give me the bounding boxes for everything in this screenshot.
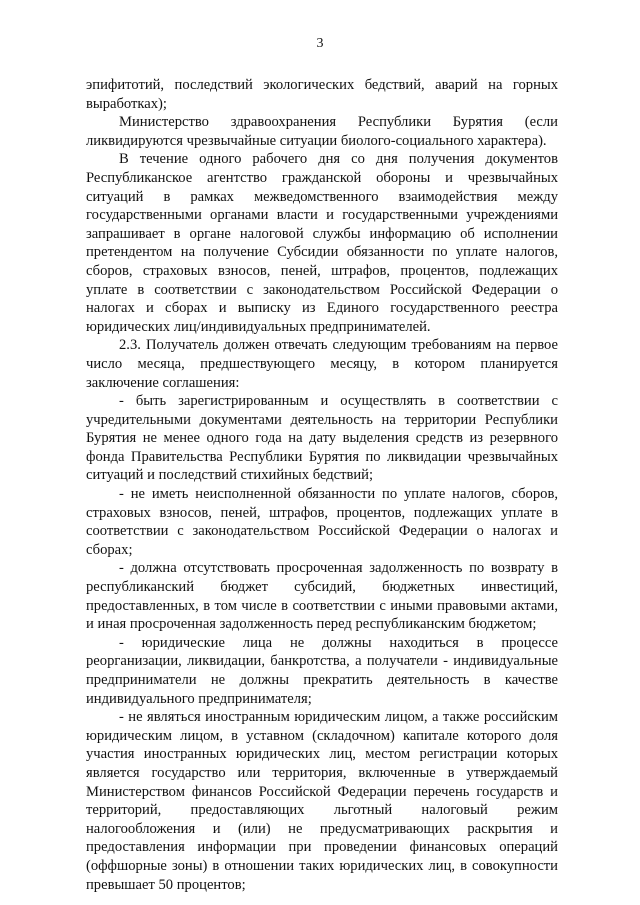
paragraph-ministry-health: Министерство здравоохранения Республики Бурятия (если ликвидируются чрезвычайные ситуации биолого-социального характера). [86,114,558,149]
page-number: 3 [316,36,324,51]
list-item-not-foreign-entity: - не являться иностранным юридическим лицом, а также российским юридическим лицом, в уставном (складочном) капитале которого доля участия иностранных юридических лиц, местом регистрации которых является государство или территория, включенные в утверждаемый Министерством финансов Российской Федерации перечень государств и территорий, предоставляющих льготный налоговый режим налогообложения и (или) не предусматривающих раскрытия и предоставления информации при проведении финансовых операций (оффшорные зоны) в отношении таких юридических лиц, в совокупности превышает 50 процентов; [86,709,558,893]
list-item-no-overdue-debt: - должна отсутствовать просроченная задолженность по возврату в республиканский бюджет субсидий, бюджетных инвестиций, предоставленных, в том числе в соответствии с иными правовыми актами, и иная просроченная задолженность перед республиканским бюджетом; [86,560,558,633]
document-body [86,76,558,894]
list-item-no-tax-debt: - не иметь неисполненной обязанности по уплате налогов, сборов, страховых взносов, пеней, штрафов, процентов, подлежащих уплате в соответствии с законодательством Российской Федерации о налогах и сборах; [86,486,558,558]
list-item-registration: - быть зарегистрированным и осуществлять в соответствии с учредительными документами деятельность на территории Республики Бурятия не менее одного года на дату выделения средств из резервного фонда Правительства Республики Бурятия по ликвидации чрезвычайных ситуаций и последствий стихийных бедствий; [86,393,558,484]
paragraph-agency-request: В течение одного рабочего дня со дня получения документов Республиканское агентство гражданской обороны и чрезвычайных ситуаций в рамках межведомственного взаимодействия между государственными органами власти и государственными учреждениями запрашивает в органе налоговой службы информацию об исполнении претендентом на получение Субсидии обязанности по уплате налогов, сборов, страховых взносов, пеней, штрафов, процентов, подлежащих уплате в соответствии с законодательством Российской Федерации о налогах и сборах и выписку из Единого государственного реестра юридических лиц/индивидуальных предпринимателей. [86,151,558,335]
list-item-no-reorganization: - юридические лица не должны находиться в процессе реорганизации, ликвидации, банкротства, а получатели - индивидуальные предприниматели не должны прекратить деятельность в качестве индивидуального предпринимателя; [86,634,558,707]
paragraph-continuation: эпифитотий, последствий экологических бедствий, аварий на горных выработках); [86,77,558,112]
paragraph-section-2-3: 2.3. Получатель должен отвечать следующим требованиям на первое число месяца, предшествующего месяцу, в котором планируется заключение соглашения: [86,337,558,391]
